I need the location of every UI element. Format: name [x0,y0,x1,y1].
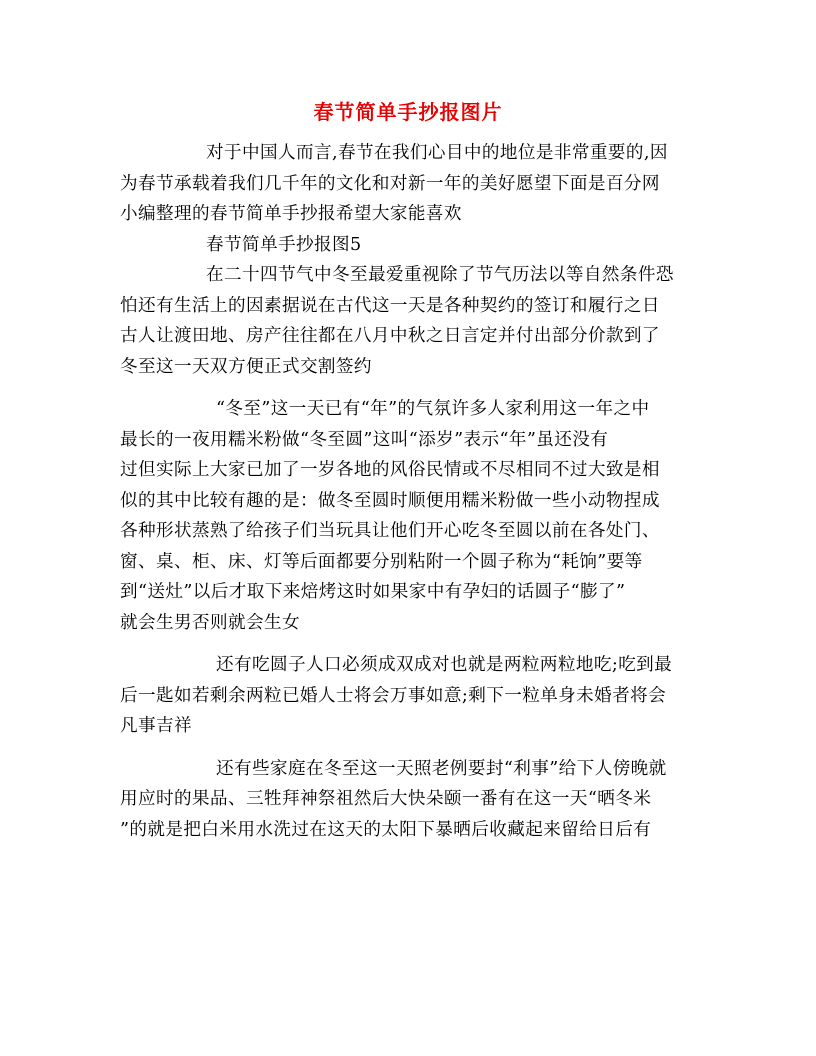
paragraph-line: 古人让渡田地、房产往往都在八月中秋之日言定并付出部分价款到了 [120,326,660,346]
paragraph-line: 最长的一夜用糯米粉做“冬至圆”这叫“添岁”表示“年”虽还没有 [120,429,609,450]
paragraph-line: 凡事吉祥 [120,716,192,736]
paragraph-line: 就会生男否则就会生女 [120,612,300,633]
subheading-line: 春节简单手抄报图5 [206,234,362,255]
document-body [120,138,696,845]
paragraph-line: 冬至这一天双方便正式交割签约 [120,356,372,377]
paragraph-line: 窗、桌、柜、床、灯等后面都要分别粘附一个圆子称为“耗饷”要等 [120,551,643,572]
paragraph-line: 对于中国人而言,春节在我们心目中的地位是非常重要的,因 [206,143,668,163]
paragraph-line: 用应时的果品、三牲拜神祭祖然后大快朵颐一番有在这一天“晒冬米 [120,789,652,809]
paragraph-line: 到“送灶”以后才取下来焙烤这时如果家中有孕妇的话圆子“膨了” [120,582,626,602]
paragraph-line: ”的就是把白米用水洗过在这天的太阳下暴晒后收藏起来留给日后有 [120,819,652,840]
paragraph-line: 后一匙如若剩余两粒已婚人士将会万事如意;剩下一粒单身未婚者将会 [120,685,667,706]
paragraph-line: 为春节承载着我们几千年的文化和对新一年的美好愿望下面是百分网 [120,173,660,194]
paragraph-line: 还有吃圆子人口必须成双成对也就是两粒两粒地吃;吃到最 [216,655,673,675]
paragraph-line: 在二十四节气中冬至最爱重视除了节气历法以等自然条件恐 [206,265,674,285]
paragraph-line: “冬至”这一天已有“年”的气氛许多人家利用这一年之中 [216,399,650,419]
paragraph-line: 过但实际上大家已加了一岁各地的风俗民情或不尽相同不过大致是相 [120,460,660,480]
paragraph-line: 似的其中比较有趣的是：做冬至圆时顺便用糯米粉做一些小动物捏成 [120,490,660,511]
paragraph-line: 还有些家庭在冬至这一天照老例要封“利事”给下人傍晚就 [216,758,667,779]
paragraph-line: 各种形状蒸熟了给孩子们当玩具让他们开心吃冬至圆以前在各处门、 [120,521,660,541]
paragraph-line: 小编整理的春节简单手抄报希望大家能喜欢 [120,204,462,224]
paragraph-line: 怕还有生活上的因素据说在古代这一天是各种契约的签订和履行之日 [120,295,660,316]
document-title: 春节简单手抄报图片 [313,100,503,124]
